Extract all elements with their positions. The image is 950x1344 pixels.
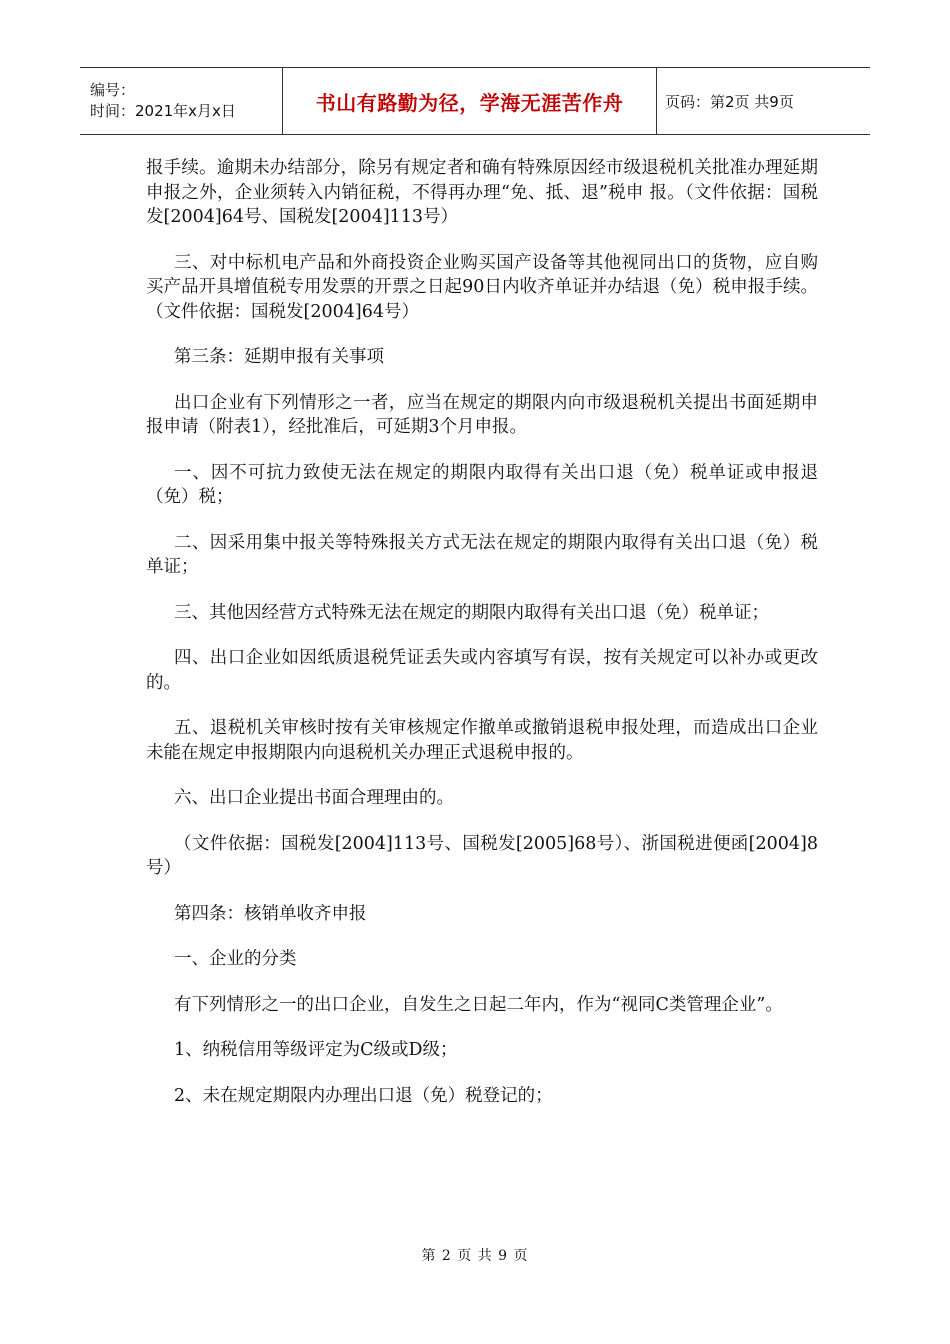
paragraph: 第四条：核销单收齐申报 <box>174 903 367 924</box>
paragraph: 二、因采用集中报关等特殊报关方式无法在规定的期限内取得有关出口退（免）税单证； <box>146 532 818 577</box>
paragraph: 四、出口企业如因纸质退税凭证丢失或内容填写有误，按有关规定可以补办或更改的。 <box>146 648 818 693</box>
paragraph: 第三条：延期申报有关事项 <box>174 347 384 367</box>
paragraph: 有下列情形之一的出口企业，自发生之日起二年内，作为“视同C类管理企业”。 <box>174 994 783 1015</box>
paragraph: （文件依据：国税发[2004]113号、国税发[2005]68号）、浙国税进便函[2004]8号） <box>146 833 818 878</box>
paragraph: 三、其他因经营方式特殊无法在规定的期限内取得有关出口退（免）税单证； <box>174 602 769 623</box>
paragraph: 五、退税机关审核时按有关审核规定作撤单或撤销退税申报处理，而造成出口企业未能在规定申报期限内向退税机关办理正式退税申报的。 <box>146 718 818 763</box>
paragraph: 出口企业有下列情形之一者，应当在规定的期限内向市级退税机关提出书面延期申报申请（附表1），经批准后，可延期3个月申报。 <box>146 392 818 437</box>
paragraph: 一、因不可抗力致使无法在规定的期限内取得有关出口退（免）税单证或申报退（免）税； <box>146 462 818 507</box>
page-header <box>80 67 870 135</box>
paragraph: 六、出口企业提出书面合理理由的。 <box>174 788 454 808</box>
paragraph: 1、纳税信用等级评定为C级或D级； <box>174 1040 458 1060</box>
page-label: 页码：第2页 共9页 <box>665 92 794 111</box>
header-meta <box>80 68 283 134</box>
motto-text: 书山有路勤为径，学海无涯苦作舟 <box>315 90 624 115</box>
paragraph: 报手续。逾期未办结部分，除另有规定者和确有特殊原因经市级退税机关批准办理延期申报之外，企业须转入内销征税，不得再办理“免、抵、退”税申 报。（文件依据：国税发[2004]64号、国税发[2004]113号） <box>146 158 818 227</box>
header-page <box>657 68 870 134</box>
header-motto <box>283 68 657 134</box>
paragraph: 2、未在规定期限内办理出口退（免）税登记的； <box>174 1085 553 1106</box>
paragraph: 三、对中标机电产品和外商投资企业购买国产设备等其他视同出口的货物，应自购买产品开具增值税专用发票的开票之日起90日内收齐单证并办结退（免）税申报手续。（文件依据：国税发[2004]64号） <box>146 252 818 322</box>
paragraph: 一、企业的分类 <box>174 949 297 969</box>
page-footer: 第 2 页 共 9 页 <box>421 1248 529 1264</box>
document-body <box>146 156 818 1129</box>
time-label: 时间：2021年x月x日 <box>90 102 236 120</box>
code-label: 编号： <box>90 81 136 99</box>
